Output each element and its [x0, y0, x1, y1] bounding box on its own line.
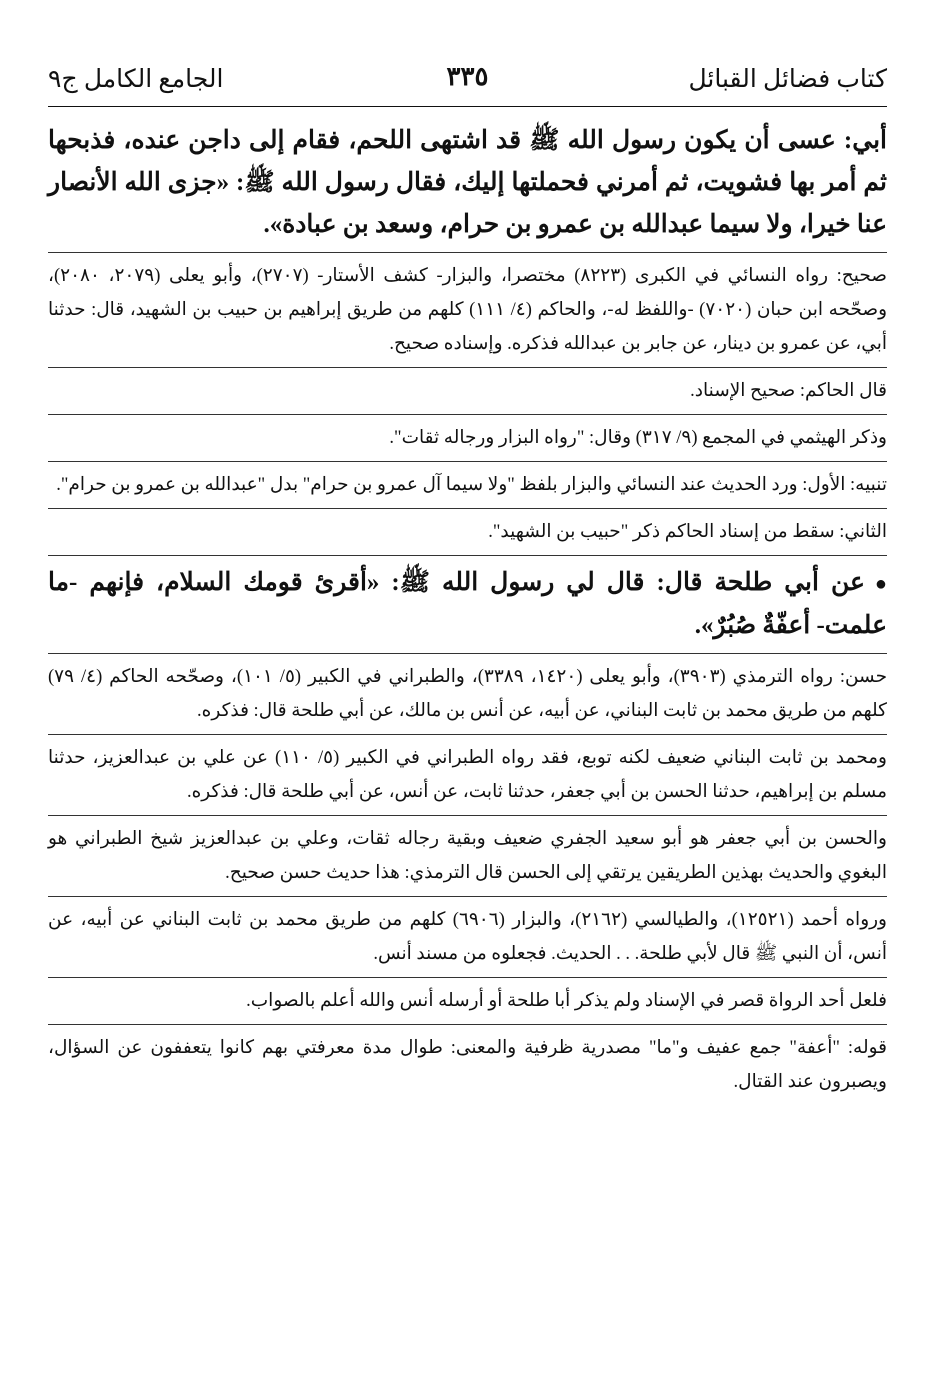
tanbih-first: تنبيه: الأول: ورد الحديث عند النسائي والبزار بلفظ "ولا سيما آل عمرو بن حرام" بدل "عبدالله بن عمرو بن حرام". [56, 475, 887, 495]
page-body [48, 120, 887, 1099]
divider [48, 367, 887, 368]
book-title: كتاب فضائل القبائل [688, 66, 887, 93]
mutaba-note: ومحمد بن ثابت البناني ضعيف لكنه توبع، فقد رواه الطبراني في الكبير (٥/ ١١٠) عن علي بن عبدالعزيز، حدثنا مسلم بن إبراهيم، حدثنا الحسن بن أبي جعفر، حدثنا ثابت، عن أنس، عن أبي طلحة قال: فذكره. [48, 748, 887, 802]
page-number: ٣٣٥ [446, 62, 489, 91]
divider [48, 461, 887, 462]
divider [48, 414, 887, 415]
divider [48, 734, 887, 735]
divider [48, 815, 887, 816]
hadith-text-continued: أبي: عسى أن يكون رسول الله ﷺ قد اشتهى اللحم، فقام إلى داجن عنده، فذبحها ثم أمر بها فشويت، ثم أمرني فحملتها إليك، فقال رسول الله ﷺ: «جزى الله الأنصار عنا خيرا، ولا سيما عبدالله بن عمرو بن حرام، وسعد بن عبادة». [48, 127, 887, 238]
divider [48, 508, 887, 509]
page-header [48, 56, 887, 107]
isnad-comment: فلعل أحد الرواة قصر في الإسناد ولم يذكر أبا طلحة أو أرسله أنس والله أعلم بالصواب. [246, 991, 887, 1011]
hakim-note: قال الحاكم: صحيح الإسناد. [690, 381, 887, 401]
takhrij-note: صحيح: رواه النسائي في الكبرى (٨٢٢٣) مختصرا، والبزار- كشف الأستار- (٢٧٠٧)، وأبو يعلى (٢٠٧٩، ٢٠٨٠)، وصحّحه ابن حبان (٧٠٢٠) -واللفظ له-، والحاكم (٤/ ١١١) كلهم من طريق إبراهيم بن حبيب بن الشهيد، قال: حدثنا أبي، عن عمرو بن دينار، عن جابر بن عبدالله فذكره. وإسناده صحيح. [48, 266, 888, 354]
divider [48, 896, 887, 897]
hadith-abu-talha [48, 562, 887, 647]
divider [48, 252, 887, 253]
divider [48, 977, 887, 978]
divider [48, 1024, 887, 1025]
word-explanation: قوله: "أعفة" جمع عفيف و"ما" مصدرية ظرفية والمعنى: طوال مدة معرفتي بهم كانوا يتعففون عن السؤال، ويصبرون عند القتال. [48, 1038, 887, 1092]
divider [48, 555, 887, 556]
haythami-note: وذكر الهيثمي في المجمع (٩/ ٣١٧) وقال: "رواه البزار ورجاله ثقات". [389, 428, 887, 448]
hasan-takhrij: حسن: رواه الترمذي (٣٩٠٣)، وأبو يعلى (١٤٢٠، ٣٣٨٩)، والطبراني في الكبير (٥/ ١٠١)، وصحّحه الحاكم (٤/ ٧٩) كلهم من طريق محمد بن ثابت البناني، عن أبيه، عن أنس بن مالك، عن أبي طلحة قال: فذكره. [48, 667, 887, 721]
divider [48, 653, 887, 654]
tanbih-second: الثاني: سقط من إسناد الحاكم ذكر "حبيب بن الشهيد". [488, 522, 887, 542]
hadith-abu-talha-text: عن أبي طلحة قال: قال لي رسول الله ﷺ: «أقرئ قومك السلام، فإنهم -ما علمت- أعفّةٌ صُبُرٌ». [48, 569, 887, 639]
collection-title: الجامع الكامل ج٩ [48, 66, 224, 93]
bullet-icon: ● [874, 573, 887, 595]
hasan-jafari-note: والحسن بن أبي جعفر هو أبو سعيد الجفري ضعيف وبقية رجاله ثقات، وعلي بن عبدالعزيز شيخ الطبراني هو البغوي والحديث بهذين الطريقين يرتقي إلى الحسن قال الترمذي: هذا حديث حسن صحيح. [48, 829, 887, 883]
ahmad-note: ورواه أحمد (١٢٥٢١)، والطيالسي (٢١٦٢)، والبزار (٦٩٠٦) كلهم من طريق محمد بن ثابت البناني عن أبيه، عن أنس، أن النبي ﷺ قال لأبي طلحة. . . الحديث. فجعلوه من مسند أنس. [48, 910, 887, 964]
